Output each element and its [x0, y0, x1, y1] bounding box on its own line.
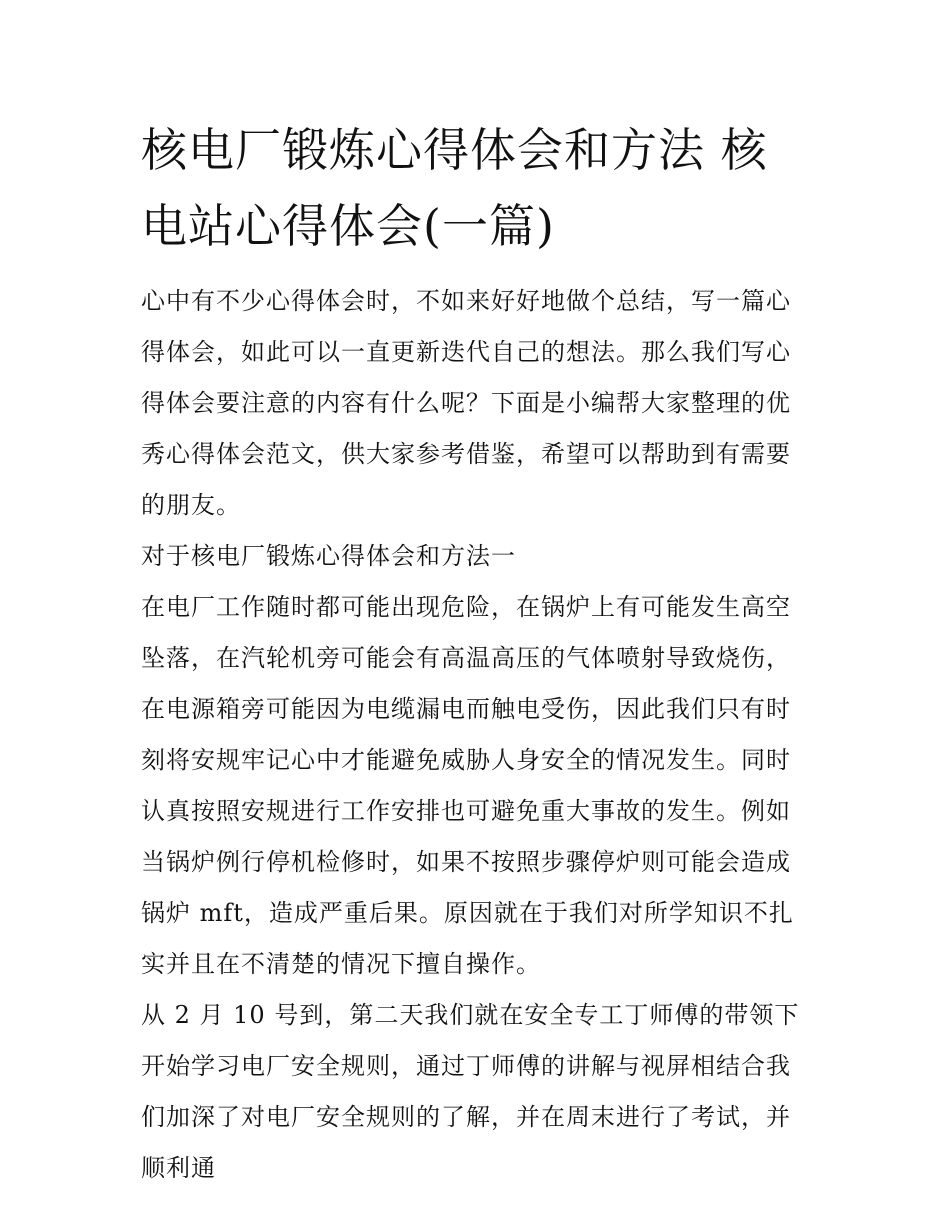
- body-paragraph: 在电厂工作随时都可能出现危险，在锅炉上有可能发生高空坠落，在汽轮机旁可能会有高温高压的气体喷射导致烧伤，在电源箱旁可能因为电缆漏电而触电受伤，因此我们只有时刻将安规牢记心中才能避免威胁人身安全的情况发生。同时认真按照安规进行工作安排也可避免重大事故的发生。例如当锅炉例行停机检修时，如果不按照步骤停炉则可能会造成锅炉 mft，造成严重后果。原因就在于我们对所学知识不扎实并且在不清楚的情况下擅自操作。: [141, 593, 794, 978]
- section-heading: 对于核电厂锻炼心得体会和方法一: [141, 542, 516, 570]
- intro-paragraph: 心中有不少心得体会时，不如来好好地做个总结，写一篇心得体会，如此可以一直更新迭代自己的想法。那么我们写心得体会要注意的内容有什么呢？下面是小编帮大家整理的优秀心得体会范文，供大家参考借鉴，希望可以帮助到有需要的朋友。: [141, 287, 791, 519]
- document-body: [141, 112, 813, 1194]
- body-paragraph: 从 2 月 10 号到，第二天我们就在安全专工丁师傅的带领下开始学习电厂安全规则，通过丁师傅的讲解与视屏相结合我们加深了对电厂安全规则的了解，并在周末进行了考试，并顺利通: [141, 1001, 800, 1182]
- document-title: 核电厂锻炼心得体会和方法 核电站心得体会(一篇): [141, 123, 768, 253]
